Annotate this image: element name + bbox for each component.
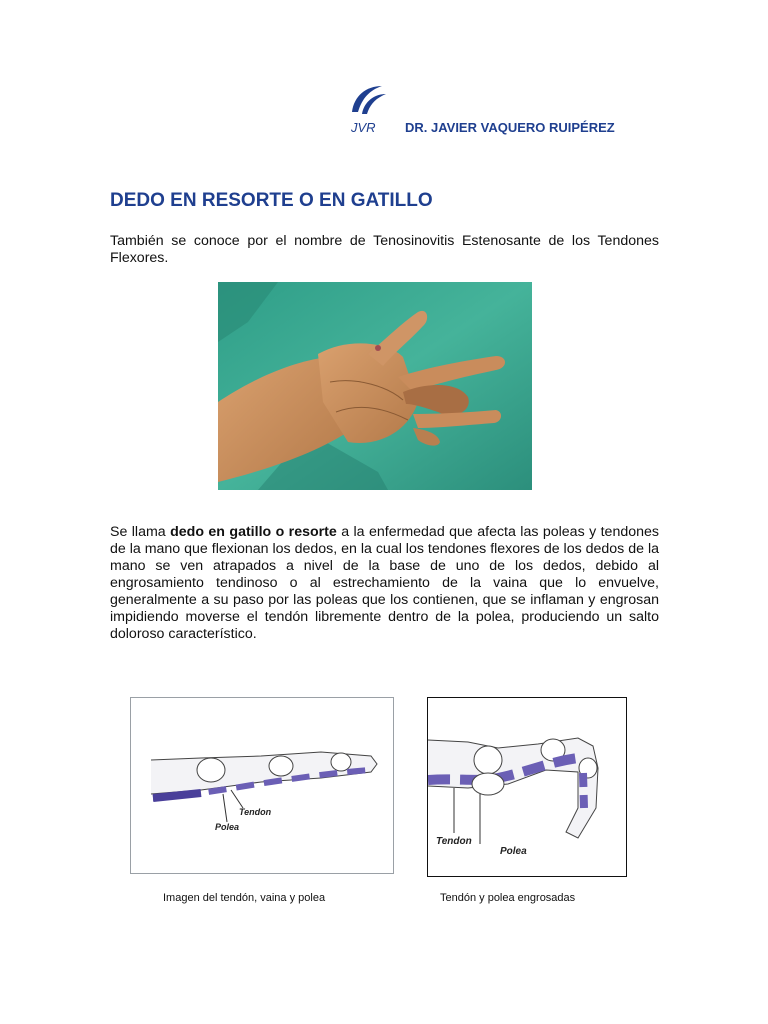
description-paragraph [110, 524, 659, 643]
doctor-name: DR. JAVIER VAQUERO RUIPÉREZ [405, 120, 615, 135]
body-lead: Se llama [110, 524, 171, 540]
figure2-caption: Tendón y polea engrosadas [440, 892, 576, 904]
body-bold-term: dedo en gatillo o resorte [170, 524, 337, 540]
fig2-tendon-label: Tendon [436, 836, 472, 847]
intro-paragraph: También se conoce por el nombre de Tenosinovitis Estenosante de los Tendones Flexores. [110, 233, 659, 266]
jvr-logo [344, 82, 390, 136]
finger-diagram-thickened [428, 698, 626, 876]
fig1-polea-label: Polea [215, 822, 240, 832]
fig1-tendon-label: Tendon [239, 807, 272, 817]
logo-swoosh-icon [344, 82, 390, 122]
header [340, 82, 670, 142]
fig2-polea-label: Polea [500, 846, 527, 857]
body-rest: a la enfermedad que afecta las poleas y tendones de la mano que flexionan los dedos, en la cual los tendones flexores de los dedos de la mano se ven atrapados a nivel de la base de uno de los dedos, debido al engrosamiento tendinoso o al estrechamiento de la vaina que lo envuelve, generalmente a su paso por las poleas que los contienen, que se inflaman y engrosan impidiendo moverse el tendón libremente dentro de la polea, produciendo un salto doloroso característico. [110, 524, 659, 642]
finger-diagram-normal [131, 698, 393, 873]
hand-photo [218, 282, 532, 490]
figure1-caption: Imagen del tendón, vaina y polea [163, 892, 326, 904]
page-title: DEDO EN RESORTE O EN GATILLO [110, 190, 433, 211]
figure-thickened-tendon-pulley [427, 697, 627, 877]
logo-text: JVR [351, 120, 376, 135]
figure-tendon-sheath-pulley [130, 697, 394, 874]
